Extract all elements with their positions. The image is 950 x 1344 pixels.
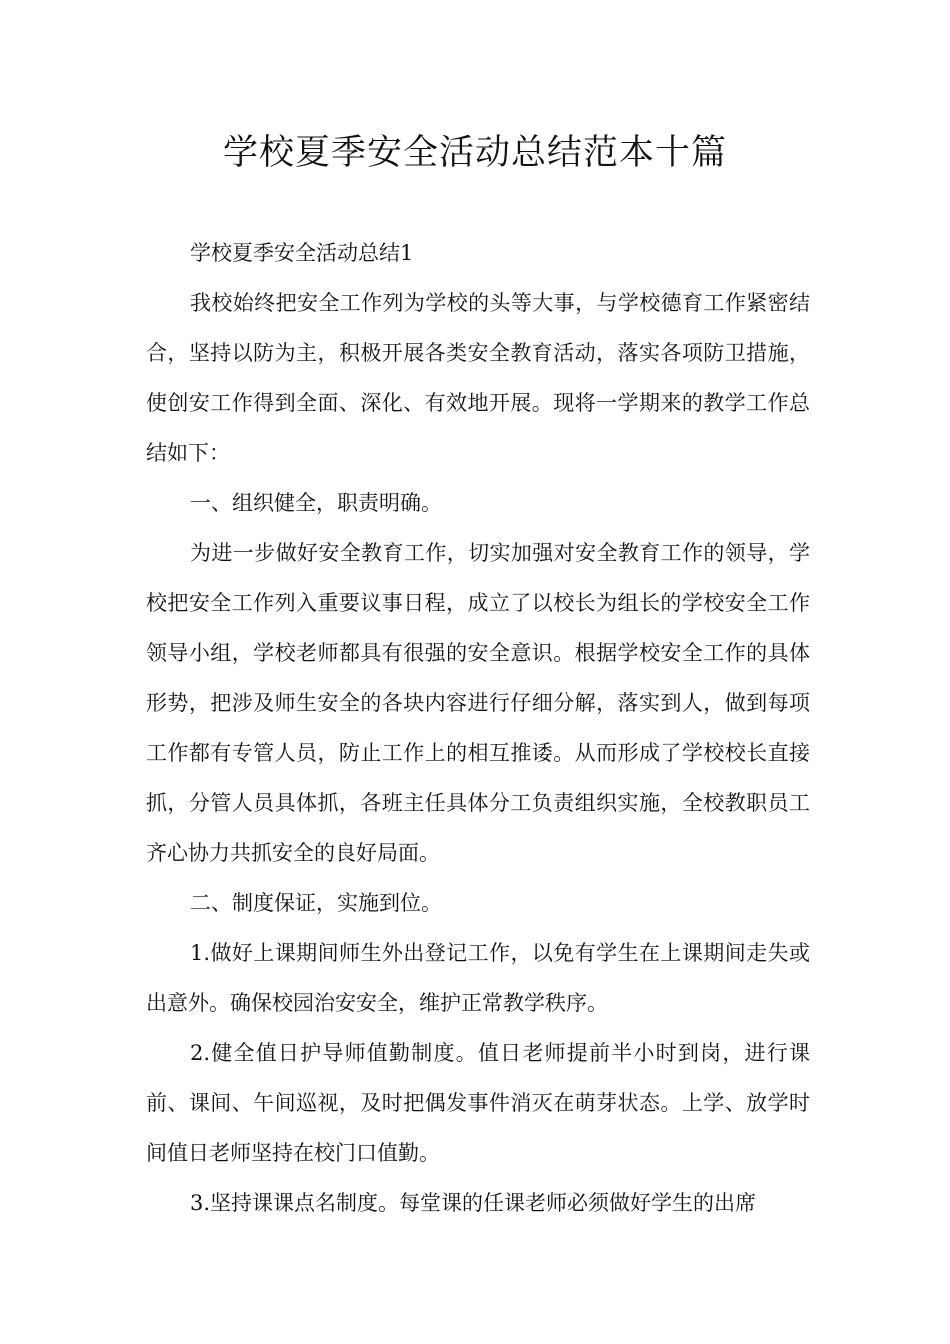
body-paragraph: 2.健全值日护导师值勤制度。值日老师提前半小时到岗，进行课前、课间、午间巡视，及时把偶发事件消灭在萌芽状态。上学、放学时间值日老师坚持在校门口值勤。 [146,1041,810,1165]
section-heading: 二、制度保证，实施到位。 [190,891,442,915]
body-paragraph: 我校始终把安全工作列为学校的头等大事，与学校德育工作紧密结合，坚持以防为主，积极开展各类安全教育活动，落实各项防卫措施，使创安工作得到全面、深化、有效地开展。现将一学期来的教学工作总结如下： [146,291,810,465]
body-paragraph: 1.做好上课期间师生外出登记工作，以免有学生在上课期间走失或出意外。确保校园治安安全，维护正常教学秩序。 [146,941,810,1015]
section-heading: 学校夏季安全活动总结1 [190,241,414,265]
section-heading: 一、组织健全，职责明确。 [190,491,442,515]
body-paragraph: 3.坚持课课点名制度。每堂课的任课老师必须做好学生的出席 [190,1191,757,1215]
document-title: 学校夏季安全活动总结范本十篇 [222,133,727,173]
body-paragraph: 为进一步做好安全教育工作，切实加强对安全教育工作的领导，学校把安全工作列入重要议事日程，成立了以校长为组长的学校安全工作领导小组，学校老师都具有很强的安全意识。根据学校安全工作的具体形势，把涉及师生安全的各块内容进行仔细分解，落实到人，做到每项工作都有专管人员，防止工作上的相互推诿。从而形成了学校校长直接抓，分管人员具体抓，各班主任具体分工负责组织实施，全校教职员工齐心协力共抓安全的良好局面。 [146,541,810,865]
document-body [146,228,810,1228]
